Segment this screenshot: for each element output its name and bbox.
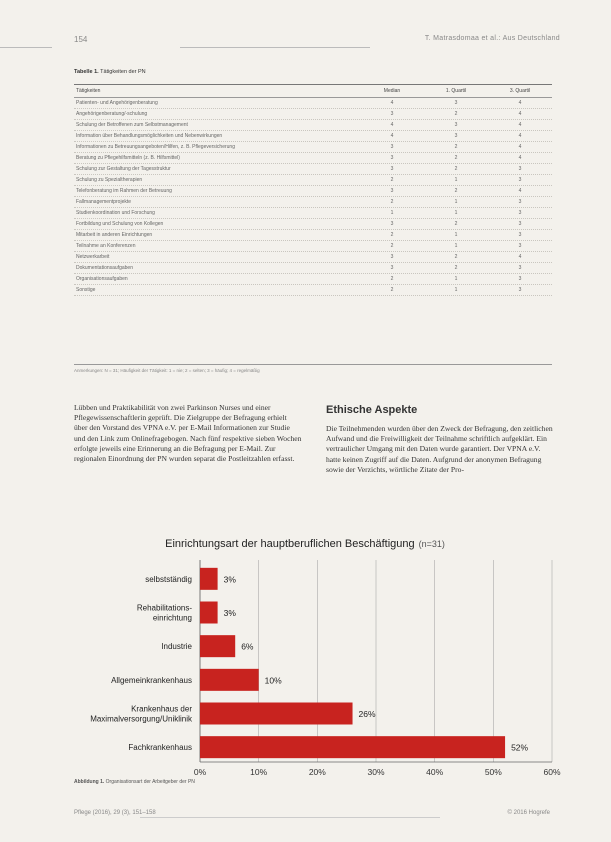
table-cell-value: 3 [454, 100, 458, 106]
table-cell-value: 4 [518, 100, 522, 106]
table-row [74, 263, 552, 274]
table-cell-value: 3 [390, 254, 394, 260]
table-row [74, 153, 552, 164]
table-row [74, 98, 552, 109]
table-cell-value: 2 [454, 166, 458, 172]
table-header-cell: 3. Quartil [509, 88, 531, 94]
table-cell-value: 4 [518, 133, 522, 139]
category-label: einrichtung [152, 613, 192, 623]
table-row [74, 186, 552, 197]
table-row [74, 197, 552, 208]
table-cell-value: 4 [390, 122, 394, 128]
table-row [74, 131, 552, 142]
figure-caption-label: Abbildung 1. [74, 779, 105, 785]
section-heading: Ethische Aspekte [326, 404, 418, 416]
table-cell-value: 2 [390, 199, 394, 205]
header-rule-middle [180, 47, 370, 48]
table-cell-activity: Schulung zu Spezialtherapien [76, 177, 143, 183]
table-cell-activity: Fallmanagementprojekte [76, 199, 132, 205]
table-caption-text: Tätigkeiten der PN [100, 69, 146, 75]
body-text-right-column: Die Teilnehmenden wurden über den Zweck der Befragung, den zeitlichen Aufwand und die Freiwilligkeit der Teilnahme schriftlich aufgeklärt. Ein vertraulicher Umgang mit den Daten wurde garantiert. Der VPNA e.V. hatte keinen Zugriff auf die Daten. Aufgrund der anonymen Befragung sowie der Verzichts, wörtliche Zitate der Pro- [326, 424, 553, 474]
bar [200, 568, 218, 590]
table-cell-activity: Netzwerkarbeit [76, 254, 110, 260]
table-cell-value: 1 [454, 199, 458, 205]
x-tick-label: 50% [484, 767, 502, 777]
category-label: Maximalversorgung/Uniklinik [90, 714, 192, 724]
table-cell-activity: Schulung der Betroffenen zum Selbstmanagement [76, 122, 188, 128]
table-cell-value: 3 [518, 243, 522, 249]
bar [200, 602, 218, 624]
chart-title-text: Einrichtungsart der hauptberuflichen Beschäftigung [165, 538, 415, 550]
bar [200, 635, 235, 657]
table-cell-activity: Organisationsaufgaben [76, 276, 128, 282]
table-cell-value: 1 [454, 177, 458, 183]
table-cell-value: 3 [454, 133, 458, 139]
table-cell-activity: Mitarbeit in anderen Einrichtungen [76, 232, 153, 238]
table-cell-value: 3 [518, 276, 522, 282]
table-footnote: Anmerkungen: N = 31; Häufigkeit der Tätigkeit: 1 = nie; 2 = selten; 3 = häufig; 4 = regelmäßig [74, 364, 552, 373]
table-cell-activity: Studienkoordination und Forschung [76, 210, 155, 216]
category-label: Allgemeinkrankenhaus [111, 675, 192, 685]
table-cell-value: 4 [518, 122, 522, 128]
table-cell-value: 2 [454, 111, 458, 117]
table-cell-value: 2 [390, 276, 394, 282]
table-cell-value: 3 [390, 221, 394, 227]
table-cell-activity: Angehörigenberatung/-schulung [76, 111, 148, 117]
table-cell-value: 3 [518, 199, 522, 205]
table-cell-value: 4 [518, 254, 522, 260]
table-header-row [74, 85, 552, 98]
table-cell-value: 3 [390, 111, 394, 117]
x-tick-label: 0% [193, 767, 207, 777]
table-cell-value: 2 [454, 254, 458, 260]
table-cell-value: 2 [454, 144, 458, 150]
category-label: Rehabilitations- [136, 603, 192, 613]
table-cell-activity: Informationen zu Betreuungsangeboten/Hilfen, z. B. Pflegeversicherung [76, 144, 235, 150]
table-cell-value: 4 [518, 155, 522, 161]
x-tick-label: 20% [308, 767, 326, 777]
table-cell-activity: Schulung zur Gestaltung der Tagesstruktur [76, 166, 171, 172]
chart-title-sample-size: (n=31) [418, 539, 445, 549]
header-rule-left [0, 47, 52, 48]
bar-value-label: 3% [223, 608, 236, 618]
table-cell-value: 2 [390, 243, 394, 249]
table-cell-activity: Teilnahme an Konferenzen [76, 243, 136, 249]
bar-value-label: 10% [264, 675, 282, 686]
table-cell-value: 3 [518, 265, 522, 271]
table-cell-value: 4 [518, 144, 522, 150]
table-cell-activity: Sonstige [76, 287, 96, 293]
table-row [74, 274, 552, 285]
table-header-cell: Tätigkeiten [76, 88, 101, 94]
table-caption-label: Tabelle 1. [74, 69, 99, 75]
table-cell-value: 3 [390, 155, 394, 161]
table-row [74, 164, 552, 175]
table-caption [74, 69, 146, 75]
page-number: 154 [74, 35, 88, 44]
bar-value-label: 26% [358, 709, 376, 719]
table-row [74, 219, 552, 230]
bar-value-label: 6% [241, 641, 254, 652]
x-tick-label: 40% [426, 767, 444, 777]
table-row [74, 208, 552, 219]
table-cell-value: 3 [390, 144, 394, 150]
table-cell-activity: Telefonberatung im Rahmen der Betreuung [76, 188, 172, 194]
footer-copyright: © 2016 Hogrefe [507, 810, 550, 816]
table-cell-value: 3 [518, 287, 522, 293]
table-header-cell: Median [383, 88, 401, 94]
table-cell-activity: Beratung zu Pflegehilfsmitteln (z. B. Hilfsmittel) [76, 155, 180, 161]
table-row [74, 142, 552, 153]
figure-caption [74, 779, 195, 785]
table-row [74, 109, 552, 120]
table-cell-value: 2 [454, 221, 458, 227]
table-row [74, 230, 552, 241]
employment-type-bar-chart [0, 530, 611, 790]
bar [200, 736, 505, 758]
table-cell-value: 4 [390, 100, 394, 106]
x-tick-label: 10% [250, 767, 268, 777]
category-label: Industrie [161, 642, 192, 652]
table-cell-value: 3 [518, 177, 522, 183]
table-cell-value: 2 [390, 287, 394, 293]
table-cell-value: 4 [518, 111, 522, 117]
table-row [74, 175, 552, 186]
table-cell-value: 2 [454, 188, 458, 194]
table-cell-value: 1 [454, 210, 458, 216]
category-label: selbstständig [145, 574, 192, 584]
bar [200, 703, 353, 725]
table-cell-value: 1 [454, 243, 458, 249]
activities-table [74, 84, 552, 296]
table-cell-value: 3 [390, 166, 394, 172]
table-cell-value: 1 [454, 287, 458, 293]
table-cell-value: 4 [390, 133, 394, 139]
table-cell-value: 2 [390, 177, 394, 183]
figure-caption-text: Organisationsart der Arbeitgeber der PN [105, 779, 195, 785]
table-cell-activity: Patienten- und Angehörigenberatung [76, 100, 158, 106]
bar-value-label: 3% [223, 574, 236, 585]
table-cell-value: 3 [518, 210, 522, 216]
category-label: Krankenhaus der [131, 704, 192, 714]
bar [200, 669, 259, 691]
running-title: T. Matrasdomaa et al.: Aus Deutschland [424, 35, 560, 42]
x-tick-label: 30% [367, 767, 385, 777]
table-row [74, 120, 552, 131]
table-row [74, 285, 552, 296]
table-cell-value: 3 [518, 221, 522, 227]
footer-citation: Pflege (2016), 29 (3), 151–158 [74, 810, 156, 816]
table-cell-value: 3 [518, 166, 522, 172]
footer-rule [140, 817, 440, 818]
category-label: Fachkrankenhaus [128, 743, 192, 753]
table-cell-value: 3 [390, 265, 394, 271]
table-header-cell: 1. Quartil [445, 88, 467, 94]
table-row [74, 252, 552, 263]
table-cell-value: 2 [454, 155, 458, 161]
table-cell-activity: Dokumentationsaufgaben [76, 265, 133, 271]
x-tick-label: 60% [543, 767, 561, 777]
body-text-left-column: Lübben und Praktikabilität von zwei Parkinson Nurses und einer Pflegewissenschaftlerin geprüft. Die Zielgruppe der Befragung erhielt über den Vorstand des VPNA e.V. per E-Mail Informationen zur Studie und den Link zum Onlinefragebogen. Nach fünf respektive sieben Wochen erfolgte jeweils eine Erinnerung an die Befragung per E-Mail. Zur regionalen Einordnung der PN wurden separat die Postleitzahlen erfasst. [74, 403, 302, 464]
table-cell-value: 3 [454, 122, 458, 128]
table-cell-value: 3 [518, 232, 522, 238]
table-cell-activity: Information über Behandlungsmöglichkeiten und Nebenwirkungen [76, 133, 223, 139]
chart-title [165, 538, 445, 550]
table-cell-activity: Fortbildung und Schulung von Kollegen [76, 221, 164, 227]
table-row [74, 241, 552, 252]
table-cell-value: 1 [454, 232, 458, 238]
table-body [74, 98, 552, 296]
table-cell-value: 4 [518, 188, 522, 194]
table-cell-value: 2 [454, 265, 458, 271]
bar-value-label: 52% [511, 742, 529, 753]
table-cell-value: 1 [390, 210, 394, 216]
table-cell-value: 1 [454, 276, 458, 282]
table-cell-value: 2 [390, 232, 394, 238]
table-cell-value: 3 [390, 188, 394, 194]
